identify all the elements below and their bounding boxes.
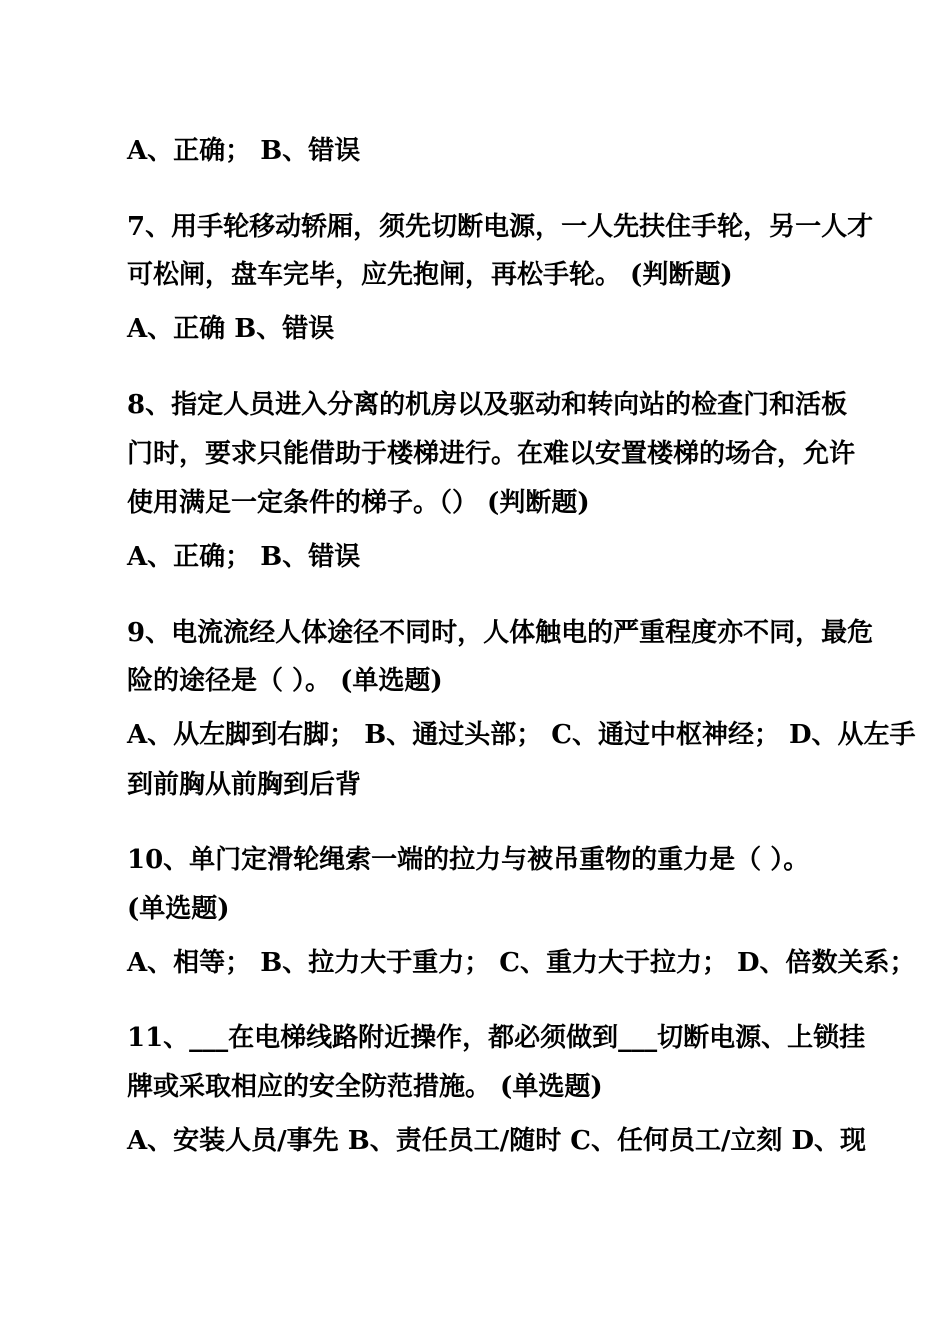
q7-text-line-1: 7、用手轮移动轿厢，须先切断电源，一人先扶住手轮，另一人才 (127, 212, 874, 242)
q7-text-line-2: 可松闸，盘车完毕，应先抱闸，再松手轮。 (判断题) (127, 260, 733, 290)
q8-text-line-1: 8、指定人员进入分离的机房以及驱动和转向站的检查门和活板 (127, 390, 848, 420)
q9-text-line-1: 9、电流流经人体途径不同时，人体触电的严重程度亦不同，最危 (127, 618, 874, 648)
q10-options: A、相等； B、拉力大于重力； C、重力大于拉力； D、倍数关系； (127, 948, 916, 978)
q6-options: A、正确； B、错误 (127, 136, 361, 166)
q7-options: A、正确 B、错误 (127, 314, 335, 344)
q8-options: A、正确； B、错误 (127, 542, 361, 572)
q10-text-line-1: 10、单门定滑轮绳索一端的拉力与被吊重物的重力是（ ）。 (127, 845, 810, 875)
q9-text-line-2: 险的途径是（ ）。 (单选题) (127, 666, 443, 696)
q11-text-line-2: 牌或采取相应的安全防范措施。 (单选题) (127, 1072, 603, 1102)
q8-text-line-3: 使用满足一定条件的梯子。（） (判断题) (127, 488, 590, 518)
q9-options-line-2: 到前胸从前胸到后背 (127, 770, 362, 800)
q11-text-line-1: 11、___在电梯线路附近操作，都必须做到___切断电源、上锁挂 (127, 1023, 866, 1053)
q8-text-line-2: 门时，要求只能借助于楼梯进行。在难以安置楼梯的场合，允许 (127, 439, 856, 469)
q9-options-line-1: A、从左脚到右脚； B、通过头部； C、通过中枢神经； D、从左手 (127, 720, 916, 750)
q11-options: A、安装人员/事先 B、责任员工/随时 C、任何员工/立刻 D、现 (127, 1126, 867, 1156)
q10-question-type: (单选题) (127, 894, 230, 924)
